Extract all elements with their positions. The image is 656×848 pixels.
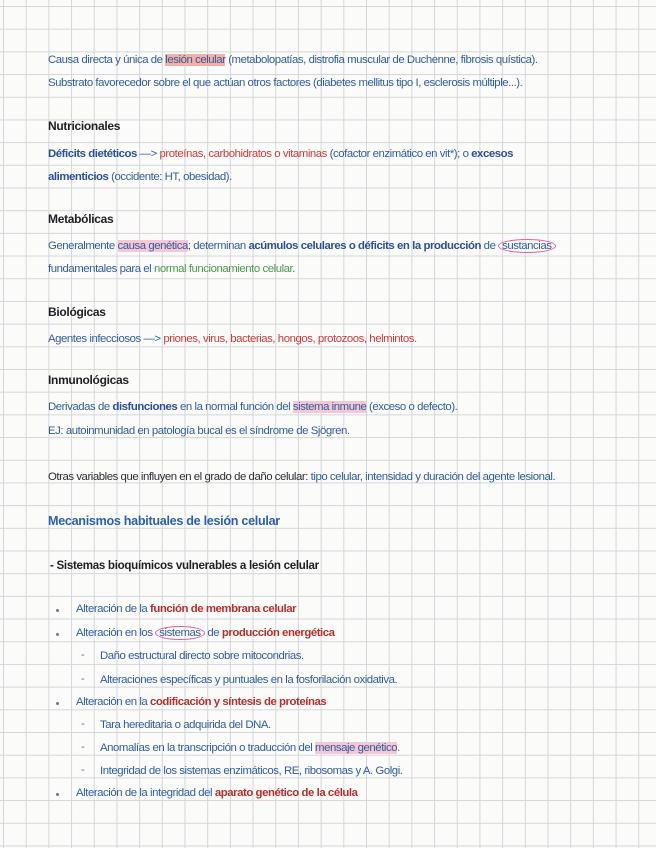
text: de xyxy=(480,240,499,252)
text: ; determinan xyxy=(187,240,249,252)
text: Alteración en la xyxy=(76,696,151,708)
text: Alteración de la integridad del xyxy=(76,787,215,799)
text: Otras variables que influyen en el grado de daño celular: xyxy=(48,471,311,483)
inmunologicas-line-1 xyxy=(48,401,457,413)
bold-text: acúmulos celulares o déficits en la producción xyxy=(248,240,481,252)
text: Alteración en los xyxy=(76,627,156,639)
dash-marker: - xyxy=(81,764,85,776)
heading-nutricionales: Nutricionales xyxy=(48,119,121,133)
red-bold-text: producción energética xyxy=(221,627,335,639)
red-text: proteínas, carbohidratos o vitaminas xyxy=(159,148,327,160)
text: (cofactor enzimático en vit*); o xyxy=(326,148,472,160)
text: . xyxy=(397,742,400,754)
text: tipo celular, intensidad y duración del agente lesional. xyxy=(310,471,556,483)
text: de xyxy=(204,627,222,639)
otras-variables-line xyxy=(48,471,555,483)
sub-item-dna: Tara hereditaria o adquirida del DNA. xyxy=(100,719,271,731)
section-title-mecanismos: Mecanismos habituales de lesión celular xyxy=(48,514,280,528)
text: en la normal función del xyxy=(177,401,293,413)
red-bold-text: aparato genético de la célula xyxy=(214,787,358,799)
subheading-sistemas-bioquimicos: - Sistemas bioquímicos vulnerables a lesión celular xyxy=(50,559,319,572)
highlight-mensaje-genetico: mensaje genético xyxy=(315,742,398,754)
dash-marker: - xyxy=(81,741,85,753)
red-bold-text: codificación y síntesis de proteínas xyxy=(150,696,327,708)
heading-inmunologicas: Inmunológicas xyxy=(48,373,129,387)
heading-biologicas: Biológicas xyxy=(48,305,106,319)
bullet-dot xyxy=(56,702,59,705)
bullet-energetica xyxy=(76,627,335,639)
bold-text: Déficits dietéticos xyxy=(48,148,137,160)
nutricionales-line-2 xyxy=(48,171,232,183)
metabolicas-line-1 xyxy=(48,240,556,252)
nutricionales-line-1 xyxy=(48,148,513,160)
text: Generalmente xyxy=(48,240,118,252)
highlight-sistema-inmune: sistema inmune xyxy=(292,401,367,413)
sub-item-enzimaticos: Integridad de los sistemas enzimáticos, RE, ribosomas y A. Golgi. xyxy=(100,765,403,777)
sub-item-mitocondrias: Daño estructural directo sobre mitocondrias. xyxy=(100,650,304,662)
arrow-text: —> xyxy=(136,148,160,160)
metabolicas-line-2 xyxy=(48,263,295,275)
bold-text: excesos xyxy=(471,148,513,160)
bullet-dot xyxy=(56,609,59,612)
sub-item-fosforilacion: Alteraciones específicas y puntuales en la fosforilación oxidativa. xyxy=(100,674,398,686)
text: fundamentales para el xyxy=(48,263,154,275)
sub-item-transcripcion xyxy=(100,742,400,754)
text: Derivadas de xyxy=(48,401,113,413)
text: (occidente: HT, obesidad). xyxy=(108,171,232,183)
biologicas-line-1 xyxy=(48,333,417,345)
text: Alteración de la xyxy=(76,603,151,615)
bold-text: alimenticios xyxy=(48,171,109,183)
green-text: normal funcionamiento celular xyxy=(153,263,293,275)
circled-sistemas: sistemas xyxy=(155,626,204,640)
inmunologicas-line-2: EJ: autoinmunidad en patología bucal es el síndrome de Sjögren. xyxy=(48,425,350,437)
bullet-membrana xyxy=(76,603,296,615)
bold-text: disfunciones xyxy=(112,401,178,413)
bullet-dot xyxy=(56,793,59,796)
text: Agentes infecciosos —> xyxy=(48,333,164,345)
highlight-causa-genetica: causa genética xyxy=(117,240,188,252)
intro-line-1 xyxy=(48,54,538,66)
intro-text: (metabolopatías, distrofia muscular de Duchenne, fibrosis quística). xyxy=(228,54,538,66)
highlight-lesion-celular: lesión celular xyxy=(165,54,226,66)
dash-marker: - xyxy=(81,718,85,730)
text: Anomalías en la transcripción o traducción del xyxy=(100,742,316,754)
circled-sustancias: sustancias xyxy=(498,239,555,253)
heading-metabolicas: Metabólicas xyxy=(48,212,114,226)
bullet-aparato-genetico xyxy=(76,787,358,799)
text: . xyxy=(292,263,295,275)
red-bold-text: función de membrana celular xyxy=(150,603,297,615)
bullet-proteinas xyxy=(76,696,326,708)
intro-text: Causa directa y única de xyxy=(48,54,163,66)
dash-marker: - xyxy=(81,673,85,685)
intro-line-2: Substrato favorecedor sobre el que actúan otros factores (diabetes mellitus tipo I, esclerosis múltiple...). xyxy=(48,77,523,89)
bullet-dot xyxy=(56,633,59,636)
text: (exceso o defecto). xyxy=(366,401,458,413)
dash-marker: - xyxy=(81,649,85,661)
red-text: priones, virus, bacterias, hongos, protozoos, helmintos. xyxy=(163,333,417,345)
